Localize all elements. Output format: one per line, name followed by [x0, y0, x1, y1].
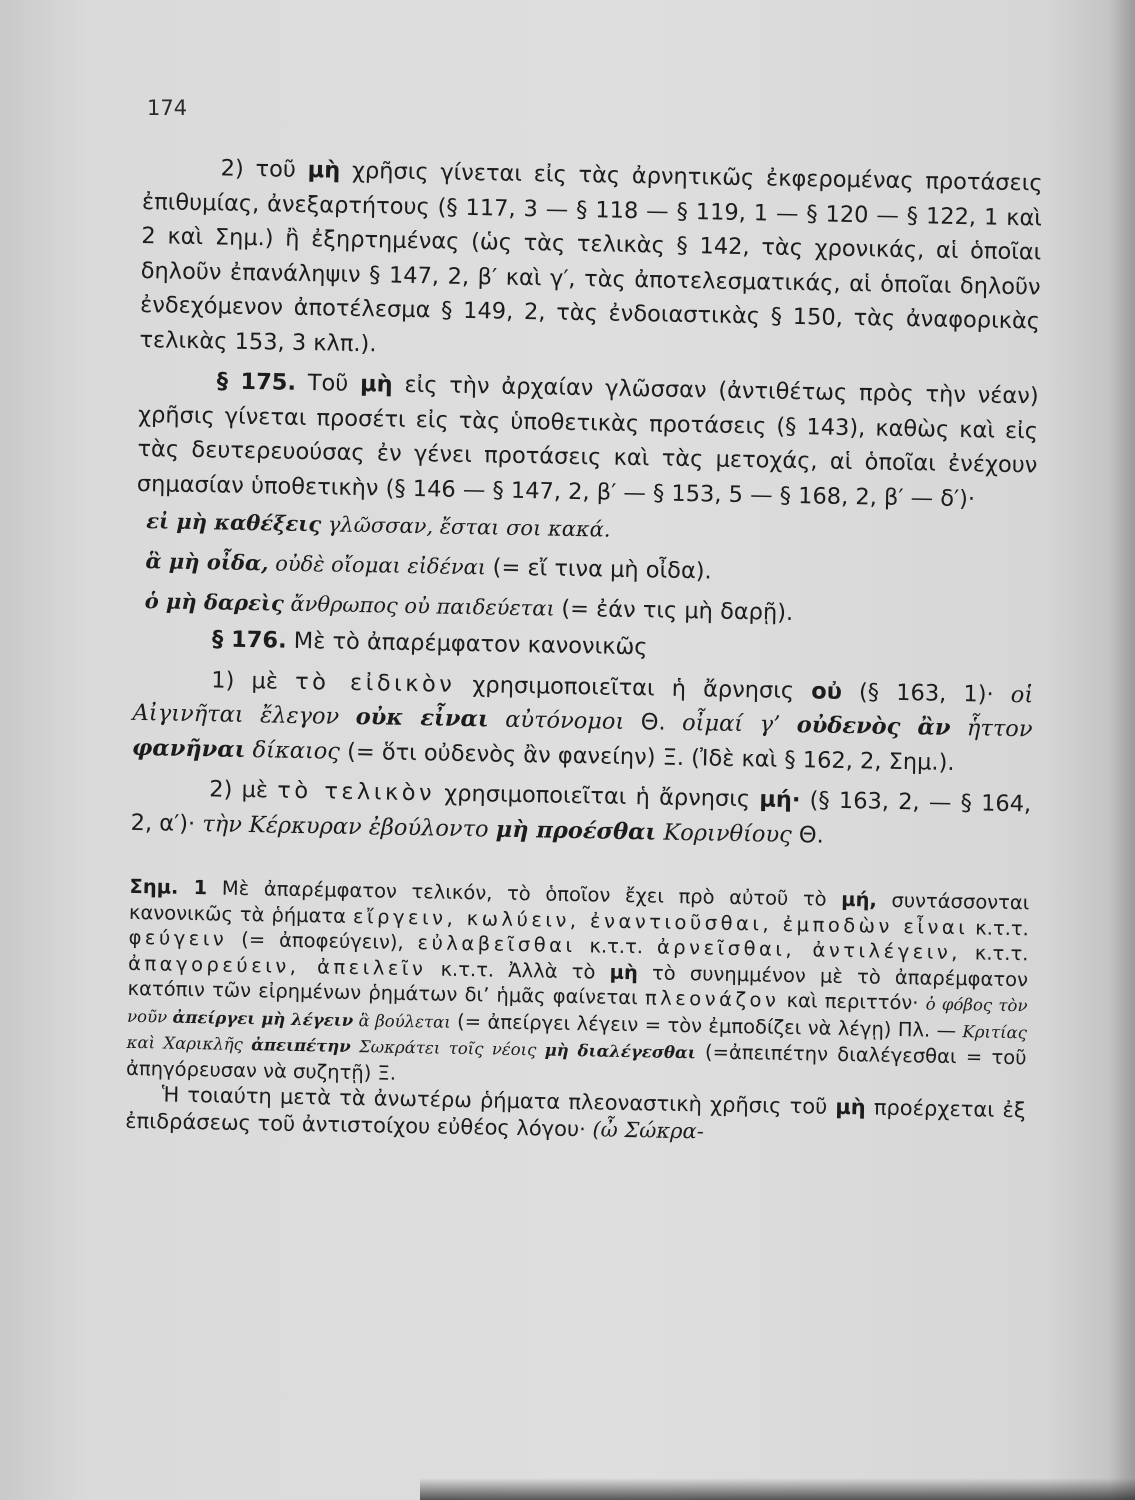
section-176-paragraph-2: 2) μὲ τὸ τελικὸν χρησιμοποιεῖται ἡ ἄρνησις μή· (§ 163, 2, — § 164, 2, α′)· τὴν Κέρκυραν ἐβούλοντο μὴ προέσθαι Κορινθίους Θ. [130, 776, 1032, 849]
example-line: ἃ μὴ οἶδα, οὐδὲ οἴομαι εἰδέναι (= εἴ τινα μὴ οἶδα). [145, 548, 712, 585]
section-176-paragraph-1: 1) μὲ τὸ εἰδικὸν χρησιμοποιεῖται ἡ ἄρνησις οὐ (§ 163, 1)· οἱ Αἰγινῆται ἔλεγον οὐκ εἶναι αὐτόνομοι Θ. οἶμαί γ’ οὐδενὸς ἂν ἧττον φανῆναι δίκαιος (= ὅτι οὐδενὸς ἂν φανείην) Ξ. (Ἰδὲ καὶ § 162, 2, Σημ.). [131, 666, 1034, 776]
paragraph-mh-usage-2: 2) τοῦ μὴ χρῆσις γίνεται εἰς τὰς ἀρνητικῶς ἐκφερομένας προτάσεις ἐπιθυμίας, ἀνεξαρτήτους (§ 117, 3 — § 118 — § 119, 1 — § 120 — § 122, 1 καὶ 2 καὶ Σημ.) ἢ ἐξηρτημένας (ὡς τὰς τελικὰς § 142, τὰς χρονικάς, αἱ ὁποῖαι δηλοῦν ἐπανάληψιν § 147, 2, β′ καὶ γ′, τὰς ἀποτελεσματικάς, αἱ ὁποῖαι δηλοῦν ἐνδεχόμενον ἀποτέλεσμα § 149, 2, τὰς ἐνδοιαστικὰς § 150, τὰς ἀναφορικὰς τελικὰς 153, 3 κλπ.). [139, 155, 1043, 357]
section-number: § 175. [216, 368, 297, 396]
page-edge-shadow [1109, 0, 1135, 1500]
example-line: ὁ μὴ δαρεὶς ἄνθρωπος οὐ παιδεύεται (= ἐάν τις μὴ δαρῇ). [144, 588, 794, 626]
section-176-title: § 176. Μὲ τὸ ἀπαρέμφατον κανονικῶς [211, 626, 648, 661]
section-number: § 176. [211, 626, 287, 654]
page-number: 174 [147, 96, 188, 120]
section-175: § 175. Τοῦ μὴ εἰς τὴν ἀρχαίαν γλῶσσαν (ἀντιθέτως πρὸς τὴν νέαν) χρῆσις γίνεται προσέτι εἰς τὰς ὑποθετικὰς προτάσεις (§ 143), καθὼς καὶ εἰς τὰς δευτερευούσας ἐν γένει προτάσεις καὶ τὰς μετοχάς, αἱ ὁποῖαι ἐνέχουν σημασίαν ὑποθετικὴν (§ 146 — § 147, 2, β′ — § 153, 5 — § 168, 2, β′ — δ′)· [136, 368, 1039, 512]
note-label: Σημ. 1 [129, 874, 208, 900]
page-body [125, 150, 1043, 1151]
note-final-paragraph: Ἡ τοιαύτη μετὰ τὰ ἀνωτέρω ῥήματα πλεοναστικὴ χρῆσις τοῦ μὴ προέρχεται ἐξ ἐπιδράσεως τοῦ ἀντιστοίχου εὐθέος λόγου· (ὦ Σώκρα- [124, 1082, 1026, 1144]
page-bottom-shadow [420, 1478, 1135, 1500]
note-1: Σημ. 1 Μὲ ἀπαρέμφατον τελικόν, τὸ ὁποῖον ἔχει πρὸ αὐτοῦ τὸ μή, συντάσσονται κανονικῶς τὰ ῥήματα εἴργειν, κωλύειν, ἐναντιοῦσθαι, ἐμποδὼν εἶναι κ.τ.τ. φεύγειν (= ἀποφεύγειν), εὐλαβεῖσθαι κ.τ.τ. ἀρνεῖσθαι, ἀντιλέγειν, κ.τ.τ. ἀπαγορεύειν, ἀπειλεῖν κ.τ.τ. Ἀλλὰ τὸ μὴ τὸ συνημμένον μὲ τὸ ἀπαρέμφατον κατόπιν τῶν εἰρημένων ῥημάτων δι’ ἡμᾶς φαίνεται πλεονάζον καὶ περιττόν· ὁ φόβος τὸν νοῦν ἀπείργει μὴ λέγειν ἃ βούλεται (= ἀπείργει λέγειν = τὸν ἐμποδίζει νὰ λέγῃ) Πλ. — Κριτίας καὶ Χαρικλῆς ἀπειπέτην Σωκράτει τοῖς νέοις μὴ διαλέγεσθαι (=ἀπειπέτην διαλέγεσθαι = τοῦ ἀπηγόρευσαν νὰ συζητῇ) Ξ. [125, 874, 1030, 1085]
example-line: εἰ μὴ καθέξεις γλῶσσαν, ἔσται σοι κακά. [145, 508, 611, 542]
